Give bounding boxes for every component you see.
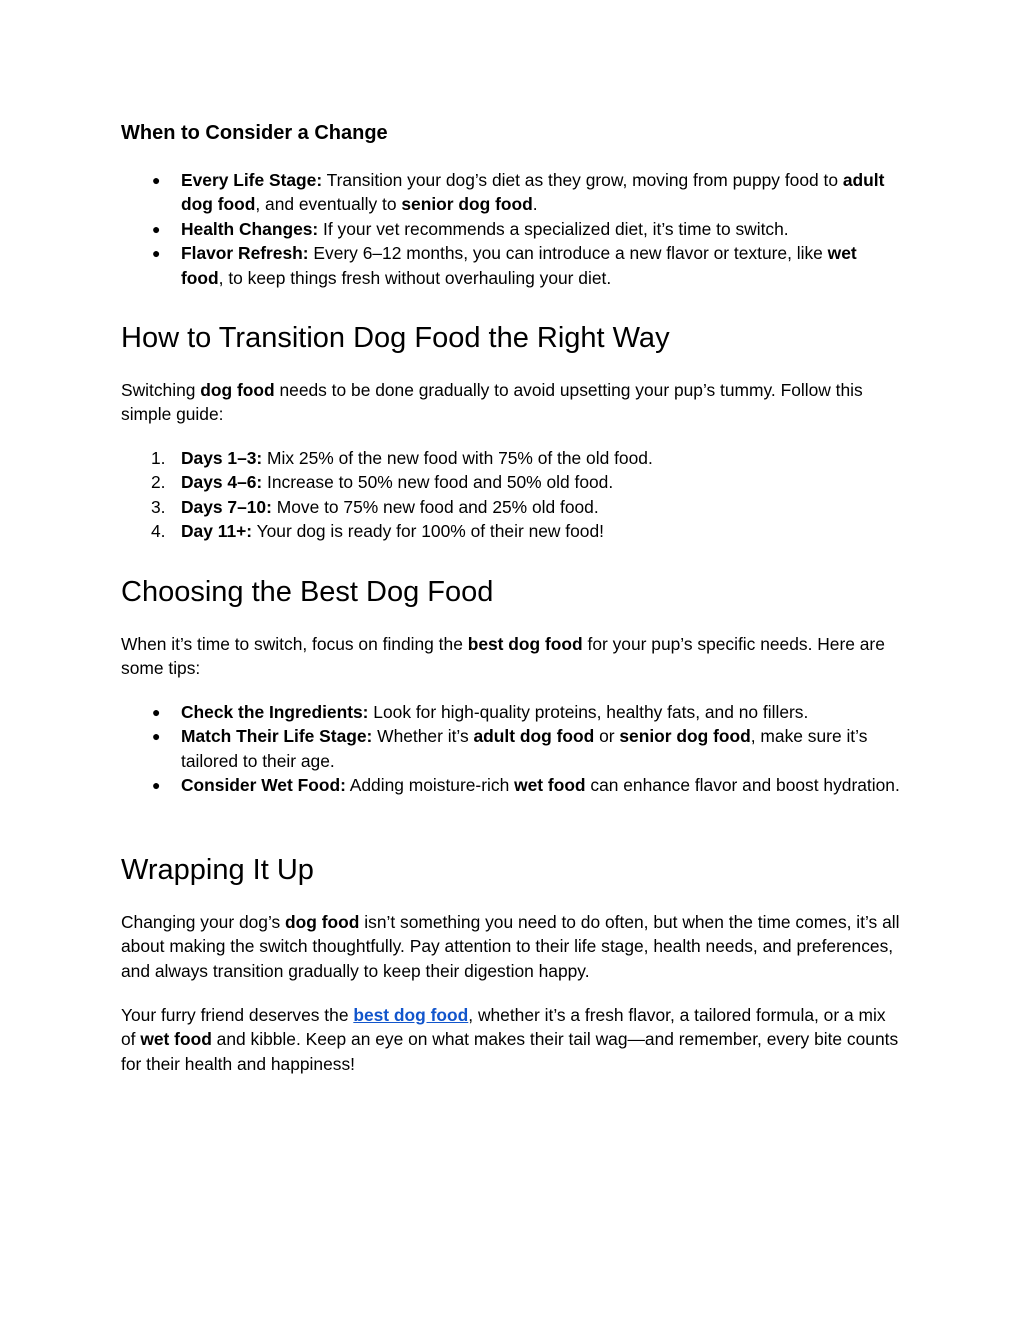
life-stage-bullet-list (121, 168, 903, 290)
bullet-icon: ● (152, 728, 161, 745)
list-item: 1. Days 1–3: Mix 25% of the new food with 75% of the old food. (121, 446, 903, 470)
heading-when-to-consider: When to Consider a Change (121, 122, 388, 144)
best-dog-food-link[interactable]: best dog food (353, 1005, 469, 1025)
bullet-icon: ● (152, 704, 161, 720)
step-number: 3. (151, 496, 166, 517)
wrap-paragraph-2: Your furry friend deserves the best dog food, whether it’s a fresh flavor, a tailored formula, or a mix of wet food and kibble. Keep an eye on what makes their tail wag—and remember, every bite counts for their health and happiness! (121, 1005, 899, 1074)
transition-steps-list (121, 446, 903, 544)
list-item: 2. Days 4–6: Increase to 50% new food and 50% old food. (121, 470, 903, 494)
step-number: 4. (151, 521, 166, 542)
list-item: ● Every Life Stage: Transition your dog’s diet as they grow, moving from puppy food to adult dog food, and eventually to senior dog food. (152, 170, 885, 215)
bullet-icon: ● (152, 220, 161, 237)
list-item: ● Match Their Life Stage: Whether it’s adult dog food or senior dog food, make sure it’s tailored to their age. (152, 726, 868, 771)
step-number: 2. (151, 472, 166, 493)
list-item: 4. Day 11+: Your dog is ready for 100% of their new food! (121, 519, 903, 543)
step-number: 1. (151, 448, 166, 468)
list-item: ● Consider Wet Food: Adding moisture-rich wet food can enhance flavor and boost hydration. (121, 773, 903, 797)
heading-choosing-best-dog-food: Choosing the Best Dog Food (121, 576, 494, 608)
tips-bullet-list (121, 700, 903, 798)
transition-intro-paragraph: Switching dog food needs to be done gradually to avoid upsetting your pup’s tummy. Follow this simple guide: (121, 380, 863, 425)
wrap-paragraph-1: Changing your dog’s dog food isn’t something you need to do often, but when the time comes, it’s all about making the switch thoughtfully. Pay attention to their life stage, health needs, and preferences, and always transition gradually to keep their digestion happy. (121, 912, 900, 981)
list-item: ● Check the Ingredients: Look for high-quality proteins, healthy fats, and no fillers. (121, 700, 903, 724)
bullet-icon: ● (152, 777, 161, 794)
heading-how-to-transition: How to Transition Dog Food the Right Way (121, 322, 670, 354)
bullet-icon: ● (152, 245, 161, 262)
list-item: ● Flavor Refresh: Every 6–12 months, you can introduce a new flavor or texture, like wet food, to keep things fresh without overhauling your diet. (152, 243, 857, 288)
list-item: 3. Days 7–10: Move to 75% new food and 25% old food. (121, 495, 903, 519)
bullet-icon: ● (152, 172, 161, 188)
heading-wrapping-it-up: Wrapping It Up (121, 854, 314, 886)
choosing-intro-paragraph: When it’s time to switch, focus on finding the best dog food for your pup’s specific needs. Here are some tips: (121, 634, 885, 679)
list-item: ● Health Changes: If your vet recommends a specialized diet, it’s time to switch. (121, 217, 903, 241)
